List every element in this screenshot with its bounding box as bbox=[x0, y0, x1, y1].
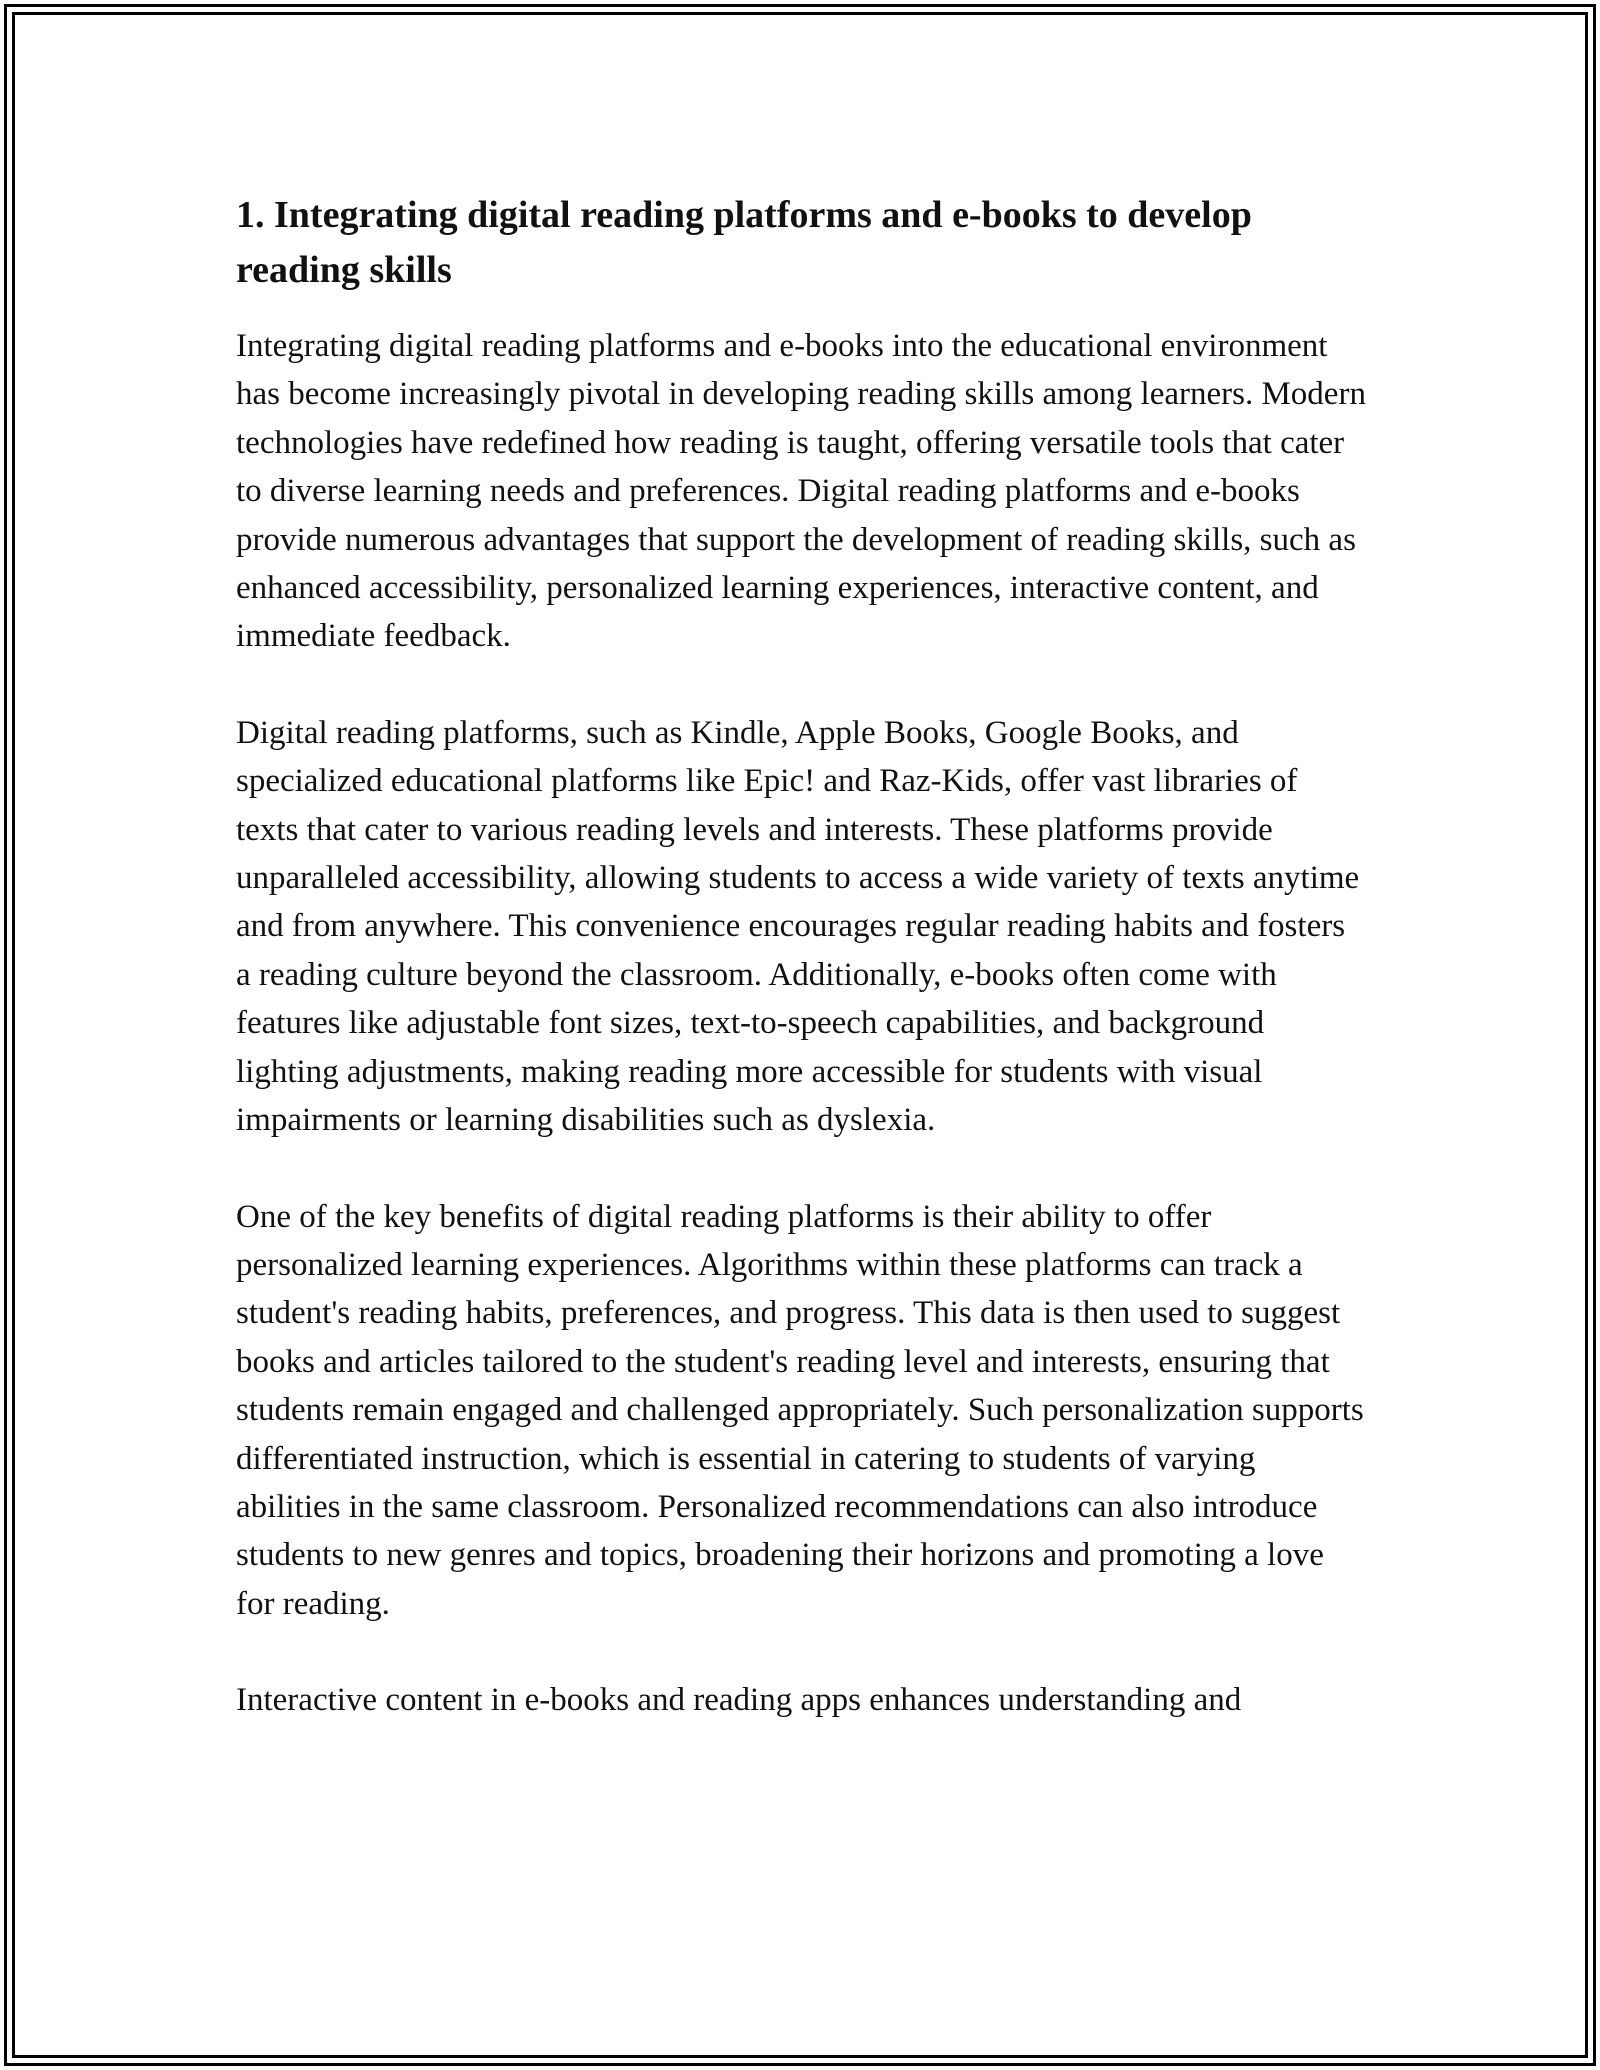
paragraph-intro: Integrating digital reading platforms and e-books into the educational environment has become increasingly pivotal in developing reading skills among learners. Modern technologies have redefined how reading is taught, offering versatile tools that cater to diverse learning needs and preferences. Digital reading platforms and e-books provide numerous advantages that support the development of reading skills, such as enhanced accessibility, personalized learning experiences, interactive content, and immediate feedback. bbox=[236, 328, 1366, 655]
section-heading: 1. Integrating digital reading platforms and e-books to develop reading skills bbox=[236, 194, 1252, 291]
document-body bbox=[236, 188, 1366, 1773]
paragraph-interactive: Interactive content in e-books and reading apps enhances understanding and bbox=[236, 1682, 1242, 1719]
paragraph-platforms: Digital reading platforms, such as Kindle, Apple Books, Google Books, and specialized educational platforms like Epic! and Raz-Kids, offer vast libraries of texts that cater to various reading levels and interests. These platforms provide unparalleled accessibility, allowing students to access a wide variety of texts anytime and from anywhere. This convenience encourages regular reading habits and fosters a reading culture beyond the classroom. Additionally, e-books often come with features like adjustable font sizes, text-to-speech capabilities, and background lighting adjustments, making reading more accessible for students with visual impairments or learning disabilities such as dyslexia. bbox=[236, 714, 1360, 1139]
paragraph-personalization: One of the key benefits of digital reading platforms is their ability to offer personalized learning experiences. Algorithms within these platforms can track a student's reading habits, preferences, and progress. This data is then used to suggest books and articles tailored to the student's reading level and interests, ensuring that students remain engaged and challenged appropriately. Such personalization supports differentiated instruction, which is essential in catering to students of varying abilities in the same classroom. Personalized recommendations can also introduce students to new genres and topics, broadening their horizons and promoting a love for reading. bbox=[236, 1198, 1364, 1622]
